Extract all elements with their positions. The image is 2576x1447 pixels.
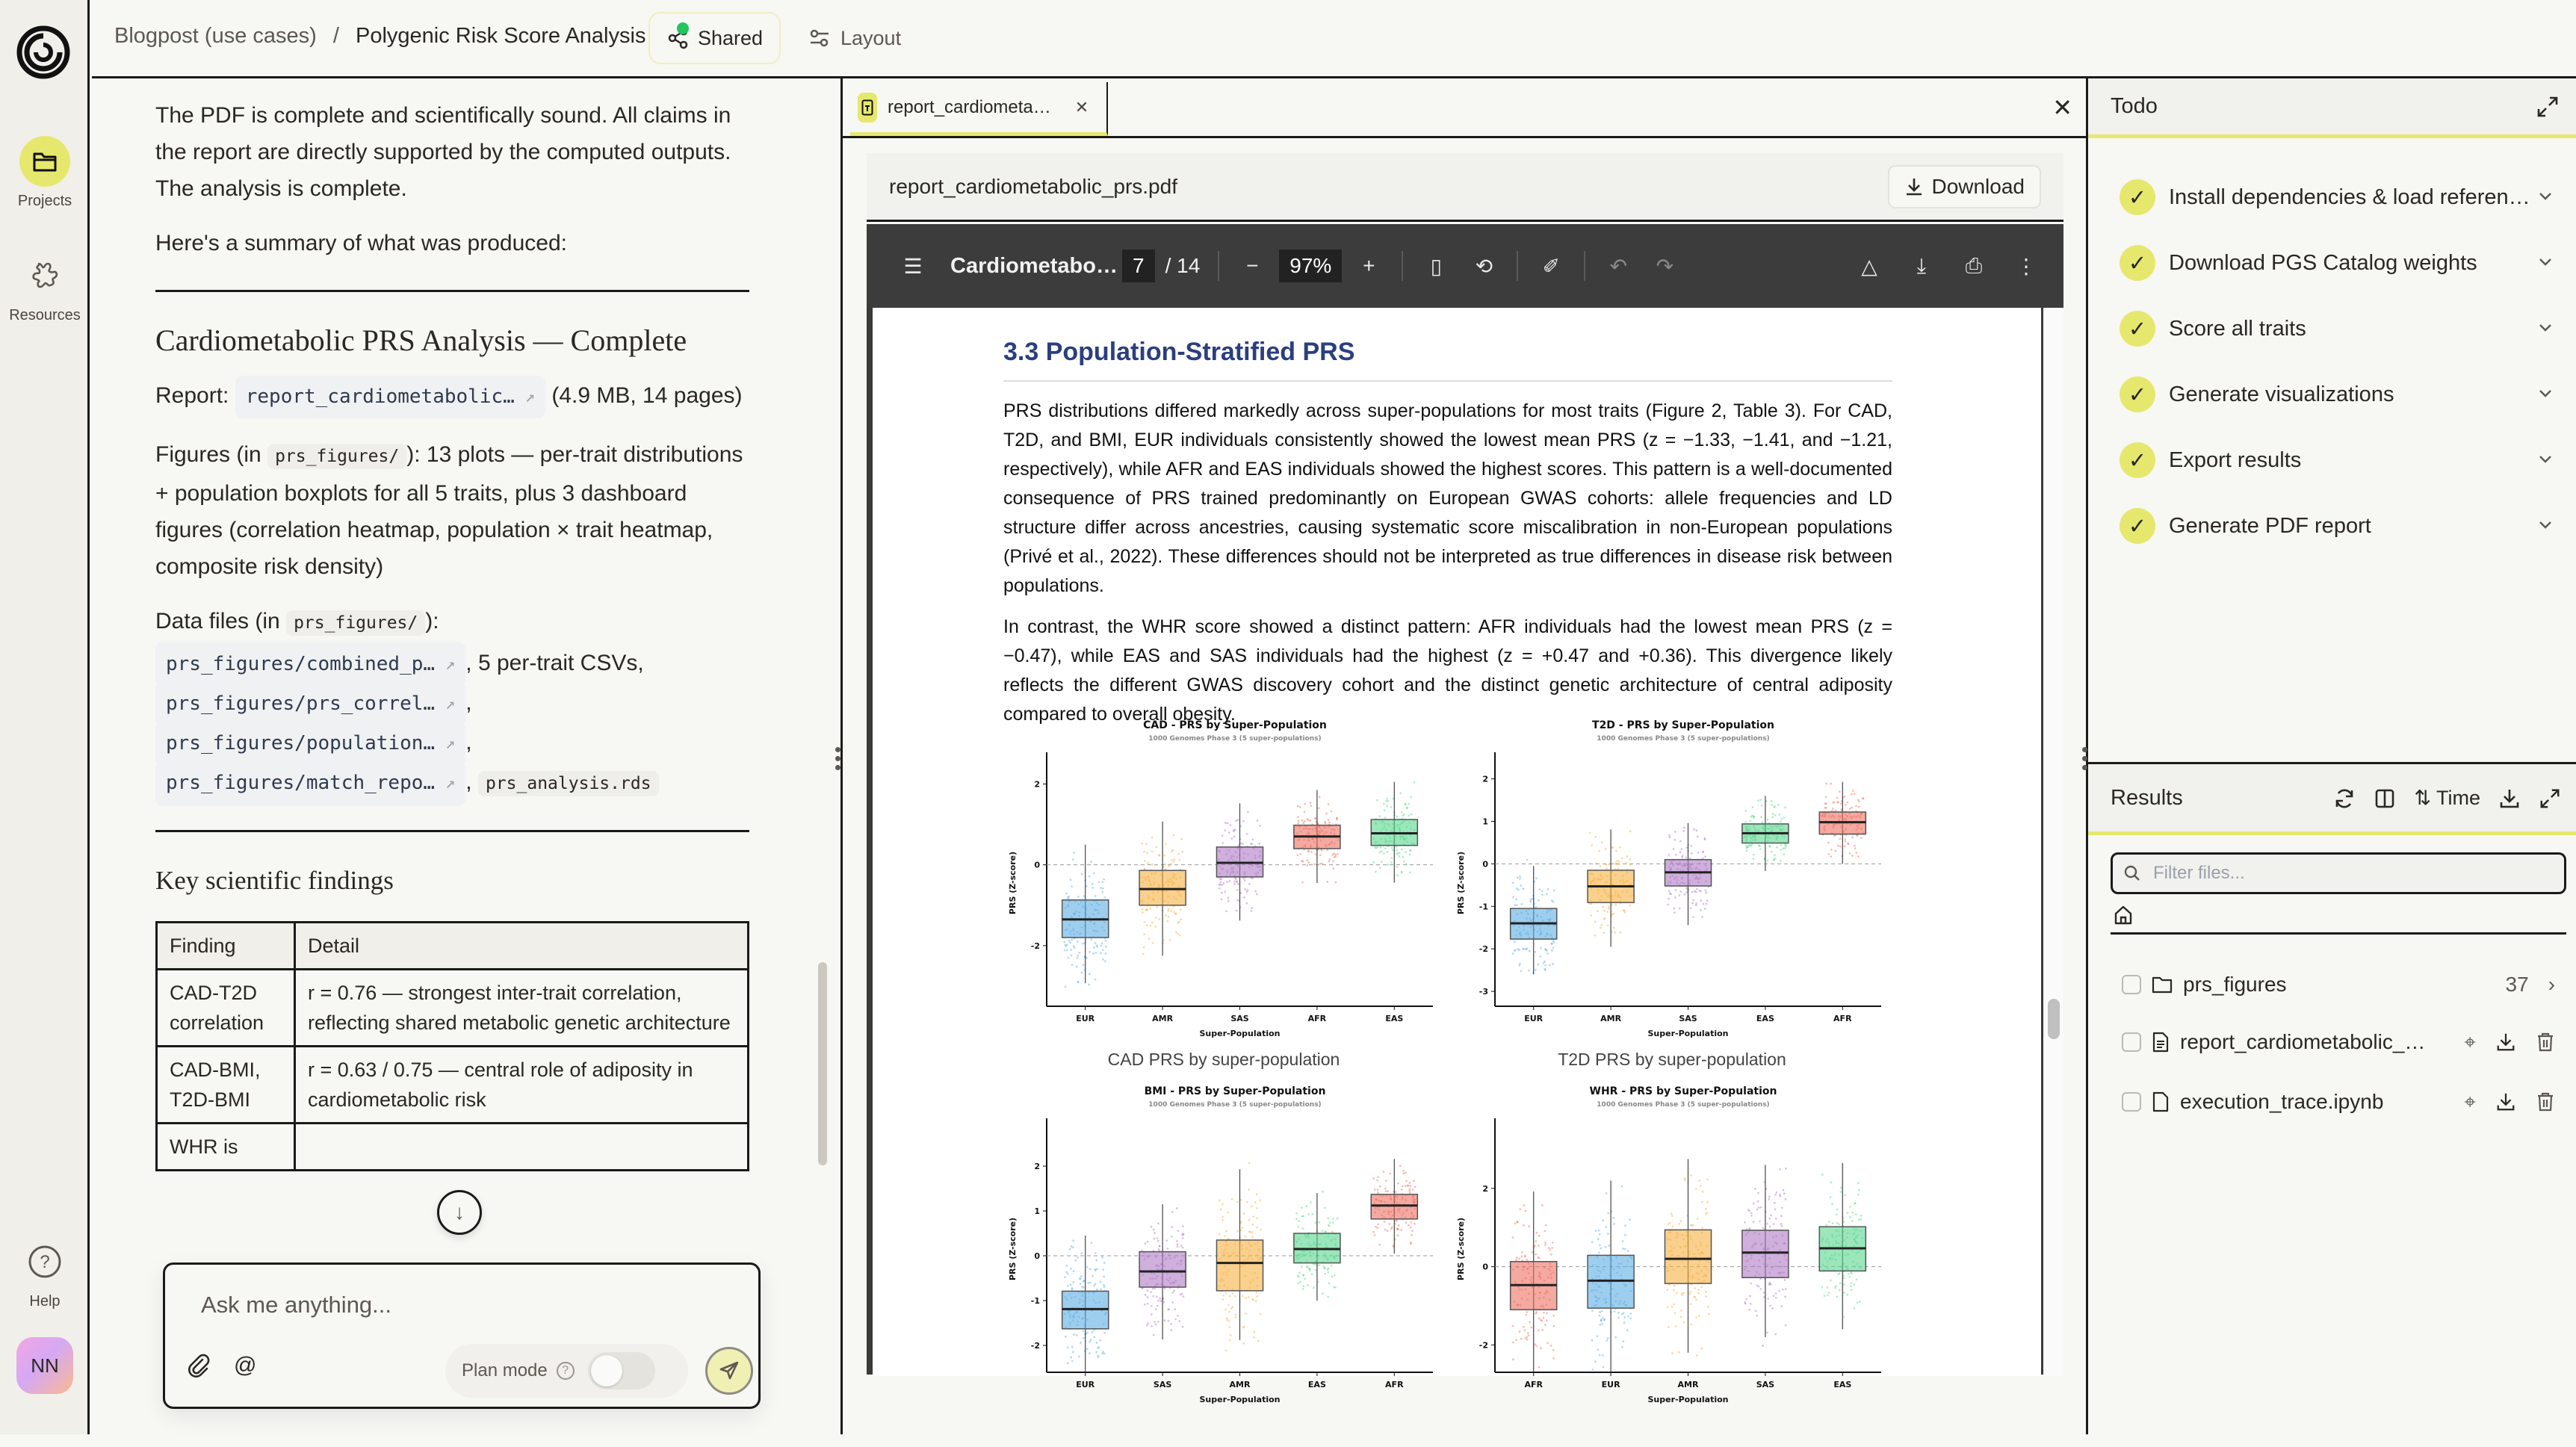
todo-label: Score all traits (2169, 316, 2306, 341)
refresh-icon[interactable] (2333, 787, 2356, 810)
toggle-knob (591, 1355, 622, 1386)
nav-label: Help (29, 1293, 61, 1310)
pdf-viewer (867, 224, 2063, 1404)
tab-label: report_cardiometa… (888, 96, 1051, 117)
boxplot-chart (1003, 1081, 1444, 1410)
table-row (157, 970, 749, 1047)
download-all-icon[interactable] (2498, 787, 2521, 810)
add-annotation-icon[interactable]: △ (1861, 254, 1877, 278)
report-link[interactable] (235, 376, 545, 418)
right-panel (2088, 78, 2576, 1434)
svg-text:Super-Population: Super-Population (1199, 1395, 1281, 1404)
table-cell: CAD-BMI, T2D-BMI (157, 1047, 295, 1124)
breadcrumb-separator: / (332, 24, 339, 48)
check-icon: ✓ (2120, 245, 2155, 281)
mention-icon[interactable]: @ (234, 1353, 257, 1378)
nav-item-resources[interactable] (0, 250, 90, 324)
file-row[interactable] (2122, 1079, 2555, 1124)
report-link-text: report_cardiometabolic… (245, 385, 515, 408)
nav-item-projects[interactable] (0, 136, 90, 210)
close-tab-icon[interactable]: ✕ (1074, 97, 1089, 117)
chart-cad (1003, 715, 1444, 1081)
top-header (92, 0, 2576, 78)
figures-line (155, 436, 749, 585)
svg-text:2: 2 (1482, 1183, 1488, 1194)
tab-report-pdf[interactable] (850, 82, 1108, 136)
shared-label: Shared (698, 26, 764, 49)
svg-text:SAS: SAS (1679, 1014, 1697, 1023)
print-icon[interactable]: ⎙ (1965, 253, 1983, 277)
chevron-down-icon[interactable] (2536, 187, 2555, 206)
svg-text:EAS: EAS (1833, 1380, 1852, 1389)
app-logo-icon[interactable] (13, 22, 73, 82)
svg-text:AFR: AFR (1833, 1014, 1852, 1023)
pdf-paragraph: In contrast, the WHR score showed a distinct pattern: AFR individuals had the lowest mean PRS (z = −0.47), while EAS and SAS individuals had the highest (z = +0.47 and +0.36). This divergence likely reflects the different GWAS discovery cohort and the distinct genetic architecture of central adiposity compared to overall obesity. (1003, 616, 1892, 725)
svg-text:1000 Genomes Phase 3 (5 super-: 1000 Genomes Phase 3 (5 super-populations) (1148, 1101, 1322, 1109)
check-icon: ✓ (2120, 442, 2155, 478)
svg-text:1000 Genomes Phase 3 (5 super-: 1000 Genomes Phase 3 (5 super-populations) (1148, 735, 1322, 743)
tab-bar (843, 78, 2086, 138)
shared-status-dot (677, 22, 689, 34)
download-icon[interactable] (2495, 1091, 2516, 1112)
pdf-file-bar (867, 153, 2063, 222)
svg-text:EAS: EAS (1756, 1014, 1774, 1023)
chevron-down-icon[interactable] (2536, 252, 2555, 272)
help-icon[interactable]: ? (557, 1362, 575, 1380)
layout-label: Layout (840, 26, 902, 49)
results-breadcrumb (2111, 899, 2566, 935)
nav-label: Projects (17, 193, 72, 209)
svg-text:-1: -1 (1030, 1296, 1040, 1306)
divider (155, 830, 749, 832)
svg-text:PRS (Z-score): PRS (Z-score) (1008, 851, 1018, 915)
external-link-icon: ↗ (445, 734, 456, 753)
arrow-down-icon: ↓ (454, 1200, 465, 1224)
todo-label: Download PGS Catalog weights (2169, 250, 2477, 275)
svg-text:BMI - PRS by Super-Population: BMI - PRS by Super-Population (1144, 1085, 1326, 1097)
svg-text:Super-Population: Super-Population (1647, 1395, 1729, 1404)
sidebar-menu-icon[interactable]: ☰ (903, 254, 923, 278)
svg-text:AMR: AMR (1152, 1014, 1174, 1023)
more-options-icon[interactable]: ⋮ (2016, 254, 2037, 278)
findings-table (155, 921, 749, 1171)
filter-placeholder: Filter files... (2153, 863, 2245, 883)
figures-dir-code: prs_figures/ (267, 444, 406, 469)
send-button[interactable] (705, 1347, 753, 1395)
check-icon: ✓ (2120, 508, 2155, 544)
figures-prefix: Figures (in (155, 442, 261, 467)
results-panel (2088, 762, 2576, 1434)
table-row (157, 1124, 749, 1171)
data-file-row (155, 681, 749, 721)
split-view-icon[interactable] (2374, 787, 2396, 810)
plan-mode-toggle[interactable] (588, 1352, 655, 1389)
table-header: Finding (157, 923, 295, 970)
sort-label: Time (2436, 787, 2480, 809)
breadcrumb-current: Polygenic Risk Score Analysis (356, 24, 646, 48)
data-file-after: , (465, 769, 472, 794)
chat-panel (92, 78, 843, 1434)
zoom-out-icon[interactable]: − (1246, 254, 1259, 277)
send-icon (718, 1360, 740, 1382)
svg-text:AFR: AFR (1385, 1380, 1404, 1389)
check-icon: ✓ (2120, 377, 2155, 412)
file-row[interactable] (2122, 1020, 2555, 1065)
data-prefix: Data files (in (155, 609, 280, 633)
rds-file-code: prs_analysis.rds (478, 771, 659, 796)
results-title: Results (2111, 785, 2183, 810)
trash-icon[interactable] (2536, 1091, 2555, 1112)
svg-text:AMR: AMR (1229, 1380, 1251, 1389)
svg-text:WHR - PRS by Super-Population: WHR - PRS by Super-Population (1589, 1085, 1777, 1097)
svg-text:2: 2 (1034, 779, 1040, 790)
undo-icon[interactable]: ↶ (1609, 254, 1628, 278)
todo-item[interactable] (2088, 230, 2576, 296)
data-file-link[interactable] (155, 642, 465, 687)
chevron-down-icon[interactable] (2536, 384, 2555, 403)
svg-text:2: 2 (1482, 774, 1488, 784)
folder-icon (2152, 976, 2173, 994)
draw-icon[interactable]: ✐ (1542, 254, 1561, 278)
close-pane-icon[interactable]: ✕ (2052, 94, 2072, 121)
data-files-block (155, 603, 749, 800)
download-label: Download (1931, 175, 2025, 198)
search-icon (2123, 864, 2141, 882)
svg-text:EAS: EAS (1385, 1014, 1404, 1023)
chevron-down-icon[interactable] (2536, 515, 2555, 535)
nav-label: Resources (9, 307, 81, 323)
divider (155, 290, 749, 292)
row-checkbox[interactable] (2122, 975, 2141, 994)
svg-text:1000 Genomes Phase 3 (5 super-: 1000 Genomes Phase 3 (5 super-populations) (1597, 1101, 1770, 1109)
todo-item[interactable] (2088, 164, 2576, 230)
svg-text:0: 0 (1034, 1251, 1040, 1261)
data-file-after: , (465, 730, 472, 755)
data-file-link-text: prs_figures/match_repo… (166, 772, 436, 794)
chat-input[interactable]: Ask me anything... (201, 1292, 392, 1318)
data-file-after: , 5 per-trait CSVs, (465, 651, 644, 675)
boxplot-chart (1003, 715, 1444, 1044)
data-file-link-text: prs_figures/population… (166, 732, 436, 755)
todo-item[interactable] (2088, 362, 2576, 427)
trash-icon[interactable] (2536, 1032, 2555, 1053)
table-cell: CAD-T2D correlation (157, 970, 295, 1047)
svg-text:Super-Population: Super-Population (1647, 1029, 1729, 1038)
svg-text:-1: -1 (1479, 902, 1488, 912)
sort-icon: ⇅ (2414, 787, 2431, 809)
chart-bmi (1003, 1081, 1444, 1447)
pdf-figure-grid (1003, 715, 1892, 1447)
todo-header (2088, 78, 2576, 138)
pdf-doc-title: Cardiometabo… (950, 253, 1118, 278)
svg-text:SAS: SAS (1756, 1380, 1775, 1389)
download-icon (1904, 176, 1924, 197)
data-file-row (155, 760, 749, 800)
data-file-link-text: prs_figures/prs_correl… (166, 692, 436, 715)
svg-text:0: 0 (1482, 1262, 1488, 1272)
breadcrumb-parent[interactable]: Blogpost (use cases) (114, 24, 317, 48)
table-cell: r = 0.63 / 0.75 — central role of adiposity in cardiometabolic risk (295, 1047, 749, 1124)
pdf-paragraph: PRS distributions differed markedly across super-populations for most traits (Figure 2, Table 3). For CAD, T2D, and BMI, EUR individuals consistently showed the lowest mean PRS (z = −1.33, −1.41, and −1.21, respectively), while AFR and EAS individuals showed the highest scores. This pattern is a well-documented consequence of PRS trained predominantly on European GWAS cohorts: allele frequencies and LD structure differ across ancestries, causing systematic score miscalibration in non-European populations (Privé et al., 2022). These differences should not be interpreted as true differences in disease risk between populations. (1003, 400, 1892, 596)
svg-text:0: 0 (1482, 859, 1488, 870)
svg-text:1: 1 (1034, 1206, 1040, 1216)
table-row (157, 1047, 749, 1124)
chat-scrollbar[interactable] (818, 962, 827, 1165)
svg-text:SAS: SAS (1230, 1014, 1249, 1023)
pdf-file-name: report_cardiometabolic_prs.pdf (889, 174, 1177, 198)
data-file-link[interactable] (155, 681, 465, 727)
zoom-level[interactable]: 97% (1279, 250, 1342, 282)
layout-button[interactable] (809, 12, 901, 64)
svg-text:PRS (Z-score): PRS (Z-score) (1008, 1217, 1018, 1281)
chart-whr (1452, 1081, 1892, 1447)
user-avatar[interactable]: NN (16, 1337, 73, 1394)
file-name: execution_trace.ipynb (2180, 1090, 2384, 1113)
svg-text:-2: -2 (1479, 944, 1488, 955)
row-checkbox[interactable] (2122, 1092, 2141, 1112)
svg-text:EAS: EAS (1307, 1380, 1326, 1389)
sliders-icon (809, 28, 830, 49)
help-icon (19, 1236, 70, 1287)
todo-item[interactable] (2088, 427, 2576, 493)
file-name: report_cardiometabolic_… (2180, 1030, 2426, 1053)
pdf-toolbar (867, 224, 2063, 308)
chevron-down-icon[interactable] (2536, 450, 2555, 469)
external-link-icon: ↗ (445, 695, 456, 713)
svg-text:AFR: AFR (1307, 1014, 1327, 1023)
external-link-icon: ↗ (524, 388, 536, 406)
report-label: Report: (155, 383, 229, 408)
svg-text:EUR: EUR (1076, 1014, 1095, 1023)
plan-mode-control (445, 1344, 688, 1398)
nav-item-help[interactable] (0, 1236, 90, 1310)
svg-text:-2: -2 (1030, 941, 1040, 951)
svg-text:EUR: EUR (1076, 1380, 1095, 1389)
pdf-section-title: 3.3 Population-Stratified PRS (1003, 338, 1892, 382)
breadcrumb (114, 24, 645, 49)
attach-icon[interactable] (188, 1353, 210, 1378)
svg-text:1000 Genomes Phase 3 (5 super-: 1000 Genomes Phase 3 (5 super-populations) (1597, 735, 1770, 743)
svg-text:2: 2 (1034, 1162, 1040, 1171)
svg-text:AMR: AMR (1677, 1380, 1699, 1389)
pdf-file-icon (858, 93, 877, 123)
chart-t2d (1452, 715, 1892, 1081)
boxplot-chart (1452, 715, 1892, 1044)
todo-title: Todo (2111, 94, 2158, 118)
file-row-folder[interactable] (2122, 962, 2555, 1007)
nav-rail (0, 0, 90, 1434)
pdf-download-icon[interactable]: ⤓ (1916, 253, 1927, 277)
svg-text:CAD - PRS by Super-Population: CAD - PRS by Super-Population (1143, 719, 1327, 731)
svg-text:T2D - PRS by Super-Population: T2D - PRS by Super-Population (1592, 719, 1774, 731)
file-icon (2152, 1091, 2170, 1112)
data-suffix: ): (425, 609, 439, 633)
figure-caption: CAD PRS by super-population (1107, 1050, 1340, 1069)
total-pages: / 14 (1165, 254, 1201, 277)
message-intro: The PDF is complete and scientifically sound. All claims in the report are directly supported by the computed outputs. The analysis is complete. (155, 103, 731, 201)
svg-text:?: ? (40, 1252, 50, 1272)
svg-text:0: 0 (1034, 860, 1040, 870)
svg-text:1: 1 (1482, 817, 1488, 827)
download-button[interactable] (1888, 165, 2041, 208)
data-file-link[interactable] (155, 760, 465, 806)
todo-item[interactable] (2088, 296, 2576, 362)
fit-page-icon[interactable]: ▯ (1430, 254, 1443, 278)
chat-composer (163, 1262, 761, 1409)
check-icon: ✓ (2120, 311, 2155, 347)
svg-text:Super-Population: Super-Population (1199, 1029, 1281, 1038)
data-file-after: , (465, 690, 472, 715)
data-file-link[interactable] (155, 721, 465, 766)
page-number-input[interactable]: 7 (1122, 250, 1155, 282)
svg-text:-2: -2 (1479, 1340, 1488, 1351)
data-dir-code: prs_figures/ (286, 610, 425, 636)
figures-text: ): 13 plots — per-trait distributions + population boxplots for all 5 traits, plus 3 dashboard figures (correlation heatmap, population × trait heatmap, composite risk density) (155, 442, 743, 579)
locate-icon[interactable]: ⌖ (2464, 1089, 2476, 1113)
todo-label: Generate visualizations (2169, 382, 2394, 406)
report-meta: (4.9 MB, 14 pages) (551, 383, 743, 408)
chevron-right-icon: › (2548, 973, 2555, 996)
chevron-down-icon[interactable] (2536, 318, 2555, 338)
home-icon[interactable] (2114, 905, 2133, 926)
table-cell: WHR is (157, 1124, 295, 1171)
folder-icon (19, 136, 70, 187)
scroll-to-bottom-button[interactable] (437, 1190, 482, 1235)
report-line (155, 376, 749, 418)
resize-handle[interactable] (835, 747, 843, 770)
puzzle-icon (19, 250, 70, 301)
download-icon[interactable] (2495, 1032, 2516, 1053)
redo-icon[interactable]: ↷ (1656, 254, 1674, 278)
svg-text:PRS (Z-score): PRS (Z-score) (1456, 1217, 1466, 1281)
message-summary-lead: Here's a summary of what was produced: (155, 231, 567, 255)
todo-label: Export results (2169, 447, 2302, 472)
todo-label: Generate PDF report (2169, 513, 2371, 538)
todo-label: Install dependencies & load referen… (2169, 185, 2530, 209)
row-checkbox[interactable] (2122, 1032, 2141, 1052)
boxplot-chart (1452, 1081, 1892, 1410)
plan-mode-label: Plan mode (462, 1360, 548, 1381)
rotate-icon[interactable]: ⟲ (1475, 254, 1493, 278)
zoom-in-icon[interactable]: + (1363, 254, 1375, 277)
file-name: prs_figures (2183, 973, 2287, 996)
svg-text:AMR: AMR (1600, 1014, 1622, 1023)
data-file-link-text: prs_figures/combined_p… (166, 653, 436, 675)
data-file-row (155, 642, 749, 681)
table-cell (295, 1124, 749, 1171)
svg-text:EUR: EUR (1524, 1014, 1544, 1023)
pdf-scrollbar[interactable] (2043, 308, 2063, 1376)
svg-text:-2: -2 (1030, 1341, 1040, 1351)
table-header: Detail (295, 923, 749, 970)
chat-message (155, 97, 749, 1171)
summary-heading: Cardiometabolic PRS Analysis — Complete (155, 323, 687, 357)
svg-text:EUR: EUR (1601, 1380, 1620, 1389)
check-icon: ✓ (2120, 179, 2155, 215)
table-cell: r = 0.76 — strongest inter-trait correlation, reflecting shared metabolic genetic architecture (295, 970, 749, 1047)
expand-icon[interactable] (2539, 787, 2561, 810)
findings-heading: Key scientific findings (155, 866, 394, 895)
figure-caption: T2D PRS by super-population (1558, 1050, 1786, 1069)
external-link-icon: ↗ (445, 774, 456, 793)
todo-item[interactable] (2088, 493, 2576, 559)
svg-text:AFR: AFR (1524, 1380, 1543, 1389)
todo-list (2088, 138, 2576, 559)
results-header (2088, 764, 2576, 835)
external-link-icon: ↗ (445, 655, 456, 674)
svg-text:-3: -3 (1479, 987, 1488, 997)
svg-text:PRS (Z-score): PRS (Z-score) (1456, 851, 1466, 915)
locate-icon[interactable]: ⌖ (2464, 1029, 2476, 1053)
data-file-row (155, 721, 749, 760)
filter-files-input[interactable] (2111, 852, 2566, 894)
shared-button[interactable] (648, 12, 781, 64)
pdf-page (873, 308, 2041, 1404)
sort-button[interactable] (2414, 787, 2480, 810)
document-icon (2152, 1032, 2170, 1053)
file-count: 37 (2505, 973, 2529, 996)
table-header-row (157, 923, 749, 970)
pdf-pane (843, 78, 2088, 1434)
expand-icon[interactable] (2536, 95, 2560, 119)
svg-text:SAS: SAS (1153, 1380, 1172, 1389)
